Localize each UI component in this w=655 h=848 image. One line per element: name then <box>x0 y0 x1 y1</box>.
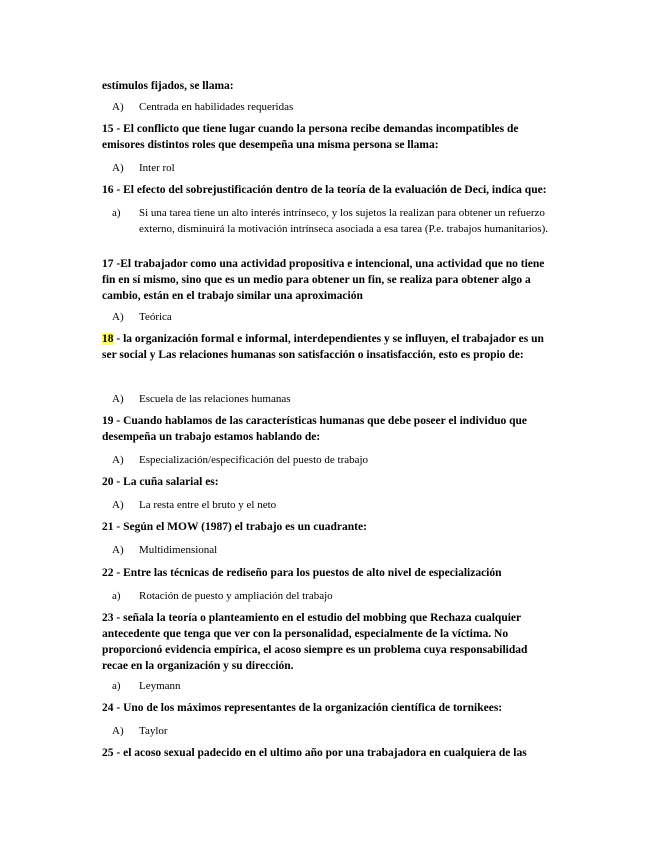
answer-21: A) Multidimensional <box>112 544 218 556</box>
question-14-tail: estímulos fijados, se llama: <box>102 80 234 92</box>
question-23: 23 - señala la teoría o planteamiento en el estudio del mobbing que Rechaza cualquier antecedente que tenga que ver con la personalidad, especialmente de la víctima. No proporcionó evidencia empírica, el acoso siempre es un problema cuya responsabilidad recae en la organización y su dirección. <box>102 612 528 672</box>
question-15: 15 - El conflicto que tiene lugar cuando la persona recibe demandas incompatibles de emisores distintos roles que desempeña una misma persona se llama: <box>102 123 519 151</box>
answer-23: a) Leymann <box>112 680 181 692</box>
question-20: 20 - La cuña salarial es: <box>102 476 219 488</box>
answer-15: A) Inter rol <box>112 162 175 174</box>
highlighted-number: 18 <box>102 333 114 345</box>
answer-18: A) Escuela de las relaciones humanas <box>112 393 291 405</box>
answer-17: A) Teórica <box>112 311 172 323</box>
answer-22: a) Rotación de puesto y ampliación del trabajo <box>112 590 333 602</box>
answer-16: a) Si una tarea tiene un alto interés intrínseco, y los sujetos la realizan para obtener un refuerzo externo, disminuirá la motivación intrínseca asociada a esa tarea (P.e. trabajos humanitarios). <box>112 207 548 235</box>
question-21: 21 - Según el MOW (1987) el trabajo es un cuadrante: <box>102 521 367 533</box>
question-16: 16 - El efecto del sobrejustificación dentro de la teoría de la evaluación de Deci, indica que: <box>102 184 547 196</box>
question-25: 25 - el acoso sexual padecido en el ultimo año por una trabajadora en cualquiera de las <box>102 747 527 759</box>
answer-14: A) Centrada en habilidades requeridas <box>112 101 294 113</box>
answer-24: A) Taylor <box>112 725 168 737</box>
question-19: 19 - Cuando hablamos de las características humanas que debe poseer el individuo que desempeña un trabajo estamos hablando de: <box>102 415 528 443</box>
question-24: 24 - Uno de los máximos representantes de la organización científica de tornikees: <box>102 702 503 714</box>
answer-20: A) La resta entre el bruto y el neto <box>112 499 277 511</box>
question-17: 17 -El trabajador como una actividad propositiva e intencional, una actividad que no tiene fin en sí mismo, sino que es un medio para obtener un fin, se realiza para obtener algo a cambio, están en el trabajo similar una aproximación <box>102 258 545 302</box>
question-18: 18 - la organización formal e informal, interdependientes y se influyen, el trabajador es un ser social y Las relaciones humanas son satisfacción o insatisfacción, esto es propio de: <box>102 333 544 361</box>
question-22: 22 - Entre las técnicas de rediseño para los puestos de alto nivel de especialización <box>102 567 502 579</box>
answer-19: A) Especialización/especificación del puesto de trabajo <box>112 454 369 466</box>
